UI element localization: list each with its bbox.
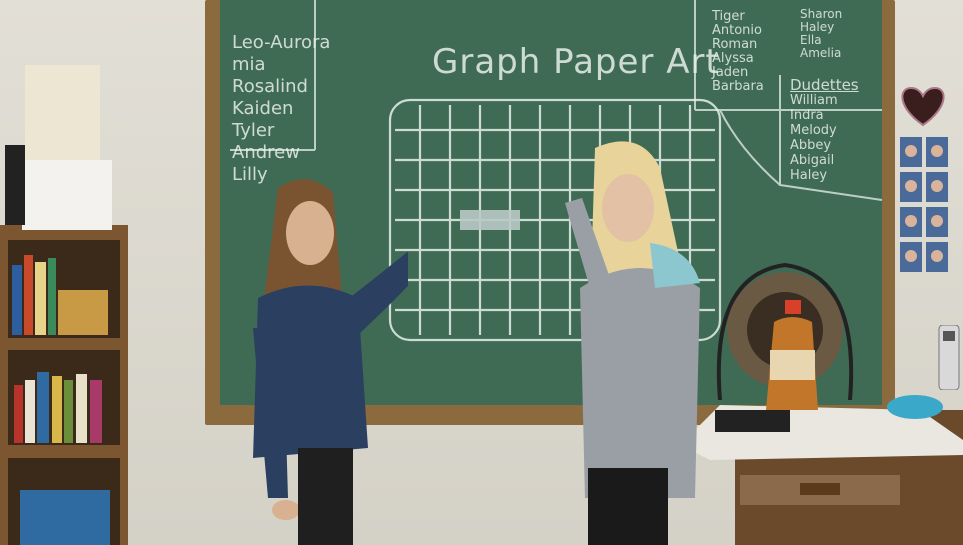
list-item: Antonio <box>712 23 762 38</box>
list-item: Haley <box>790 168 828 183</box>
list-item: Indra <box>790 108 824 123</box>
list-item: Leo-Aurora <box>232 32 331 53</box>
list-item: Tyler <box>232 120 275 141</box>
list-item: mia <box>232 54 266 75</box>
list-item: William <box>790 93 838 108</box>
list-item: Sharon <box>800 7 843 21</box>
list-item: Kaiden <box>232 98 294 119</box>
desk-phone <box>935 325 963 390</box>
list-item: Roman <box>712 37 758 52</box>
chalkboard-title: Graph Paper Art <box>432 42 720 82</box>
list-item: Andrew <box>232 142 300 163</box>
list-item: Lilly <box>232 164 268 185</box>
list-item: Rosalind <box>232 76 308 97</box>
student-right <box>560 138 720 545</box>
list-item: Haley <box>800 20 835 34</box>
list-item: Barbara <box>712 79 764 94</box>
list-item: Melody <box>790 123 837 138</box>
bookshelf <box>0 0 130 545</box>
list-item: Tiger <box>712 9 745 24</box>
student-left <box>248 178 408 545</box>
list-item: Jaden <box>712 65 749 80</box>
juice-bottle <box>760 300 825 410</box>
list-item: Alyssa <box>712 51 754 66</box>
heart-decoration-icon <box>893 80 953 130</box>
list-item: Abigail <box>790 153 835 168</box>
list-item: Amelia <box>800 46 842 60</box>
dudettes-title: Dudettes <box>790 76 859 94</box>
desk-items <box>680 395 963 545</box>
list-item: Abbey <box>790 138 832 153</box>
list-item: Ella <box>800 33 822 47</box>
photo-collage <box>898 135 953 280</box>
